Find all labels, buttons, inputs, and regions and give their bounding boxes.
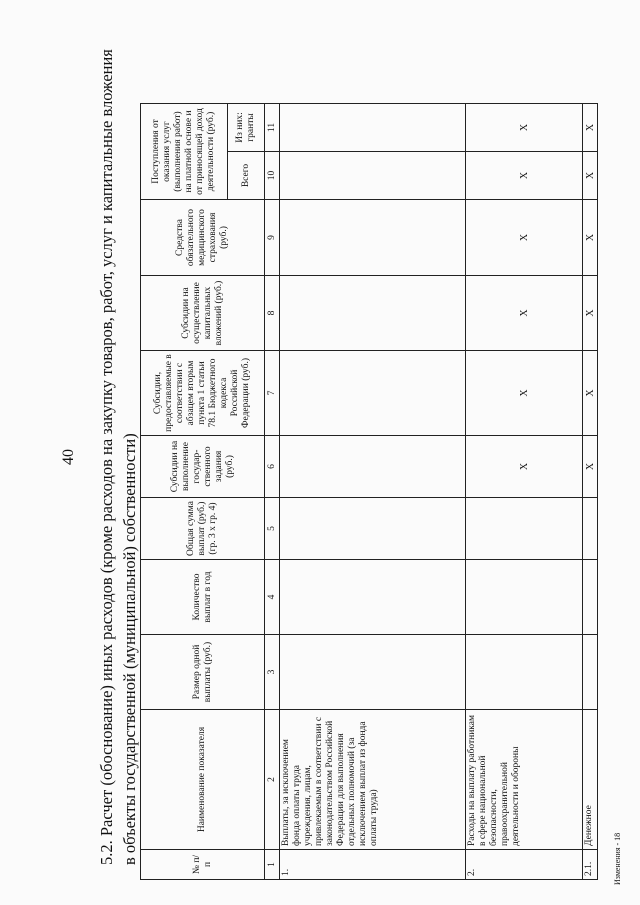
cell-oms <box>280 200 466 276</box>
cell-subsidy-78-1 <box>280 351 466 436</box>
header-single-payment: Размер одной выплаты (руб.) <box>141 635 265 710</box>
page-number: 40 <box>60 449 77 465</box>
column-number: 7 <box>265 351 280 436</box>
cell-subsidy-capital <box>280 276 466 351</box>
header-num: № п/п <box>141 850 265 880</box>
column-number: 3 <box>265 635 280 710</box>
row-name: Денежное <box>583 710 598 850</box>
section-title: 5.2. Расчет (обоснование) иных расходов (кроме расходов на закупку товаров, работ, услуг и капитальные вложения в объекты государственной (муниципальной) собственности) <box>97 49 139 865</box>
cell-single-payment <box>583 635 598 710</box>
cell-count-per-year <box>583 560 598 635</box>
column-number: 10 <box>265 152 280 200</box>
header-subsidy-state-task: Субсидии на выполнение государ-ственного задания (руб.) <box>141 436 265 498</box>
header-count-per-year: Количество выплат в год <box>141 560 265 635</box>
cell-oms: X <box>583 200 598 276</box>
cell-subsidy-state-task: X <box>583 436 598 498</box>
cell-total <box>280 498 466 560</box>
cell-single-payment <box>466 635 583 710</box>
header-subsidy-capital: Субсидии на осуществление капитальных вложений (руб.) <box>141 276 265 351</box>
cell-income-total: X <box>466 152 583 200</box>
column-number: 9 <box>265 200 280 276</box>
cell-income-total <box>280 152 466 200</box>
table-row <box>583 104 598 880</box>
column-number: 6 <box>265 436 280 498</box>
cell-count-per-year <box>280 560 466 635</box>
cell-subsidy-state-task <box>280 436 466 498</box>
header-income-grants: Из них: гранты <box>228 104 265 152</box>
cell-subsidy-capital: X <box>466 276 583 351</box>
column-number: 1 <box>265 850 280 880</box>
expense-calculation-table <box>140 103 598 880</box>
header-income-group: Поступления от оказания услуг (выполнения работ) на платной основе и от приносящей доход деятельности (руб.) <box>141 104 228 200</box>
cell-total <box>583 498 598 560</box>
cell-oms: X <box>466 200 583 276</box>
column-number: 8 <box>265 276 280 351</box>
revision-note: Изменения - 18 <box>613 832 622 885</box>
row-name: Расходы на выплату работникам в сфере национальной безопасности, правоохранительной деятельности и обороны <box>466 710 583 850</box>
row-name: Выплаты, за исключением фонда оплаты труда учреждения, лицам, привлекаемым в соответствии с законодательством Российской Федерации для выполнения отдельных полномочий (за исключением выплат из фонда оплаты труда) <box>280 710 466 850</box>
cell-total <box>466 498 583 560</box>
cell-subsidy-78-1: X <box>583 351 598 436</box>
cell-income-grants <box>280 104 466 152</box>
cell-income-total: X <box>583 152 598 200</box>
header-name: Наименование показателя <box>141 710 265 850</box>
table-header-row <box>141 104 228 880</box>
row-num: 1. <box>280 850 466 880</box>
row-num: 2.1. <box>583 850 598 880</box>
cell-subsidy-78-1: X <box>466 351 583 436</box>
cell-count-per-year <box>466 560 583 635</box>
column-number: 11 <box>265 104 280 152</box>
column-number: 2 <box>265 710 280 850</box>
header-total: Общая сумма выплат (руб.) (гр. 3 х гр. 4) <box>141 498 265 560</box>
column-number: 5 <box>265 498 280 560</box>
table-row <box>280 104 466 880</box>
table-row <box>466 104 583 880</box>
header-income-total: Всего <box>228 152 265 200</box>
row-num: 2. <box>466 850 583 880</box>
cell-single-payment <box>280 635 466 710</box>
column-numbers-row <box>265 104 280 880</box>
header-subsidy-78-1: Субсидии, предоставляемые в соответствии с абзацем вторым пункта 1 статьи 78.1 Бюджетного кодекса Российской Федерации (руб.) <box>141 351 265 436</box>
header-oms: Средства обязательного медицинского страхования (руб.) <box>141 200 265 276</box>
cell-subsidy-capital: X <box>583 276 598 351</box>
cell-income-grants: X <box>583 104 598 152</box>
cell-subsidy-state-task: X <box>466 436 583 498</box>
cell-income-grants: X <box>466 104 583 152</box>
column-number: 4 <box>265 560 280 635</box>
